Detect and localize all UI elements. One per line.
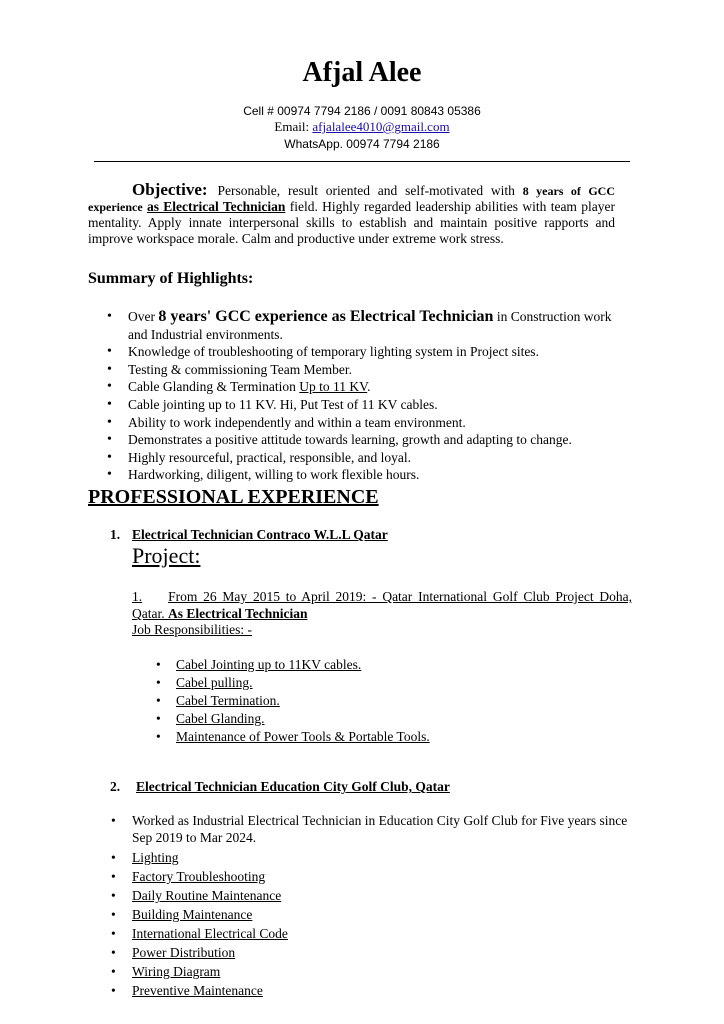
highlight-item: • Testing & commissioning Team Member. (128, 361, 628, 379)
contact-whatsapp: WhatsApp. 00974 7794 2186 (284, 137, 440, 151)
project-label: Project: (132, 543, 201, 568)
highlight-item: • Knowledge of troubleshooting of temporary lighting system in Project sites. (128, 343, 628, 361)
highlight-first-bold: 8 years' GCC experience as Electrical Technician (158, 308, 494, 325)
objective-label: Objective: (132, 180, 208, 199)
highlight-item: • Hardworking, diligent, willing to work flexible hours. (128, 466, 628, 484)
responsibility-item: • Cabel pulling. (176, 674, 430, 692)
highlight-item: • Demonstrates a positive attitude towards learning, growth and adapting to change. (128, 431, 628, 449)
period-number: 1. (132, 589, 143, 604)
highlight-glanding-text: Cable Glanding & Termination (128, 379, 300, 395)
responsibility-item: • Cabel Glanding. (176, 710, 430, 728)
job1-period (132, 588, 632, 622)
header-divider (94, 161, 630, 162)
objective-paragraph (88, 182, 615, 247)
skill-item: • Lighting (132, 848, 637, 867)
skill-item: • Power Distribution (132, 943, 637, 962)
responsibility-item: • Cabel Jointing up to 11KV cables. (176, 656, 430, 674)
skill-item: • Building Maintenance (132, 905, 637, 924)
summary-heading: Summary of Highlights: (88, 270, 254, 287)
skill-item: • Wiring Diagram (132, 962, 637, 981)
responsibilities-list (176, 656, 430, 746)
objective-text-1: Personable, result oriented and self-motivated with (217, 183, 523, 198)
responsibilities-label: Job Responsibilities: - (132, 622, 253, 637)
objective-bold-experience: 8 years of GCC experience (88, 184, 615, 214)
contact-email (0, 119, 724, 135)
job2-number: 2. (110, 779, 121, 794)
skill-item: • Factory Troubleshooting (132, 867, 637, 886)
job2-summary: • Worked as Industrial Electrical Technician in Education City Golf Club for Five years since Sep 2019 to Mar 2024. (132, 812, 637, 846)
responsibility-item: • Maintenance of Power Tools & Portable Tools. (176, 728, 430, 746)
period-text: From 26 May 2015 to April 2019: - Qatar International Golf Club Project Doha, Qatar. (132, 589, 632, 621)
candidate-name: Afjal Alee (302, 57, 422, 88)
highlight-item (128, 308, 628, 343)
objective-text-3: field. Highly regarded leadership abilities with team player mentality. Apply innate interpersonal skills to establish and maintain positive rapports and improve workspace morale. Calm and productive under extreme work stress. (88, 199, 615, 246)
highlight-item: • Highly resourceful, practical, responsible, and loyal. (128, 449, 628, 467)
job1-number: 1. (110, 527, 121, 542)
job2-list (132, 812, 637, 1000)
highlight-item (128, 378, 628, 396)
objective-bold-role: as Electrical Technician (146, 199, 286, 214)
responsibility-item: • Cabel Termination. (176, 692, 430, 710)
highlight-first-post: in Construction work and Industrial environments. (128, 309, 612, 342)
contact-cell: Cell # 00974 7794 2186 / 0091 80843 05386 (243, 104, 481, 118)
period-role: As Electrical Technician (168, 606, 308, 621)
highlight-glanding-end: . (367, 379, 371, 395)
highlight-glanding-underlined: Up to 11 KV (299, 379, 368, 395)
skill-item: • Daily Routine Maintenance (132, 886, 637, 905)
highlight-item: • Ability to work independently and within a team environment. (128, 414, 628, 432)
highlights-list (128, 308, 628, 484)
highlight-first-pre: Over (128, 309, 159, 324)
highlight-item: • Cable jointing up to 11 KV. Hi, Put Test of 11 KV cables. (128, 396, 628, 414)
job2-title: Electrical Technician Education City Golf Club, Qatar (136, 779, 450, 794)
job1-title: Electrical Technician Contraco W.L.L Qatar (132, 527, 388, 542)
skill-item: • International Electrical Code (132, 924, 637, 943)
email-label: Email: (274, 119, 313, 134)
professional-experience-heading: PROFESSIONAL EXPERIENCE (88, 486, 379, 508)
email-link[interactable]: afjalalee4010@gmail.com (312, 119, 450, 134)
skill-item: • Preventive Maintenance (132, 981, 637, 1000)
